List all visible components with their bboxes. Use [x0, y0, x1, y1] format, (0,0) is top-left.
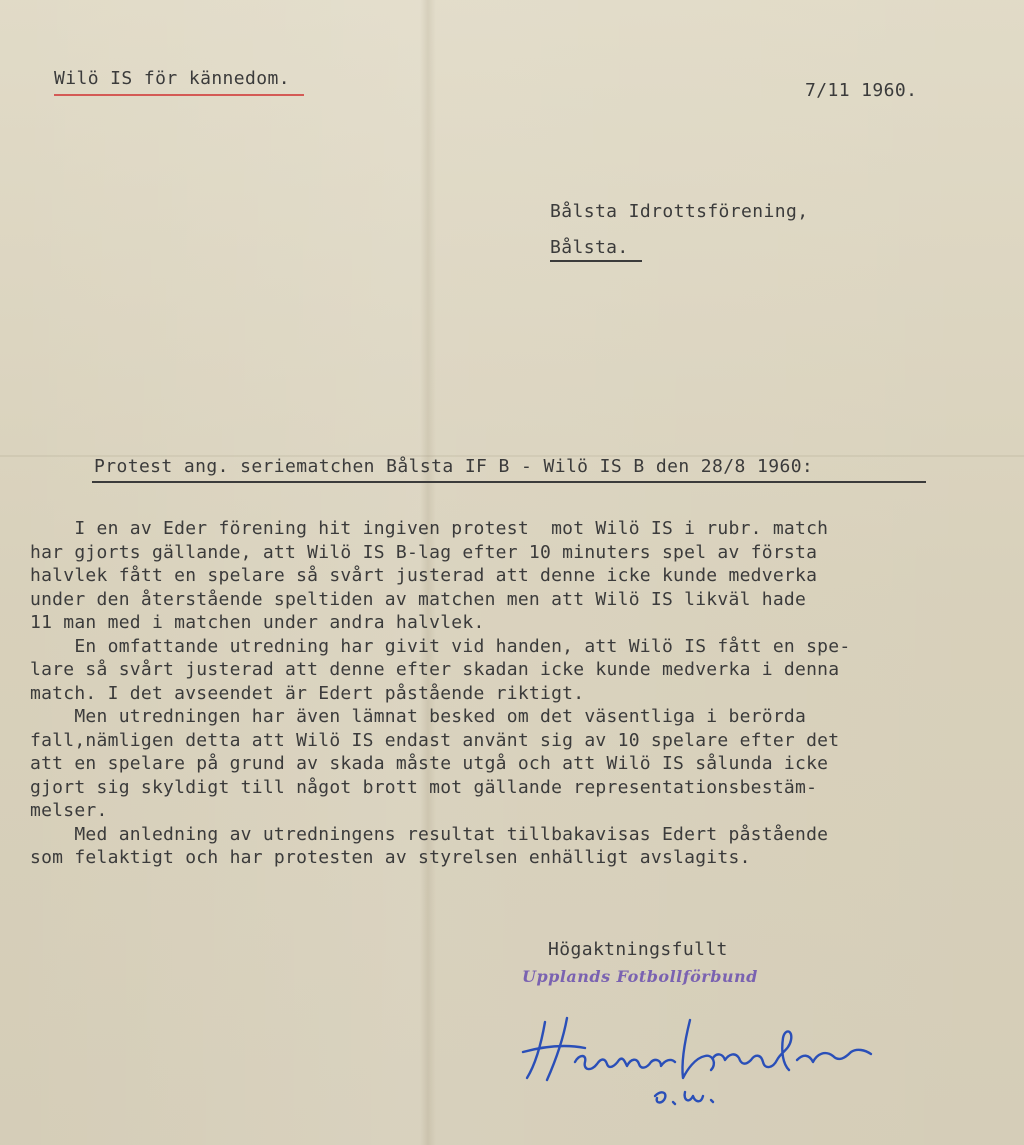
body-line: halvlek fått en spelare så svårt justerad att denne icke kunde medverka	[30, 565, 818, 586]
body-line: 11 man med i matchen under andra halvlek.	[30, 612, 485, 633]
body-line: I en av Eder förening hit ingiven protest mot Wilö IS i rubr. match	[30, 518, 829, 539]
body-line: som felaktigt och har protesten av styrelsen enhälligt avslagits.	[30, 847, 751, 868]
distribution-note: Wilö IS för kännedom.	[54, 68, 290, 89]
body-line: gjort sig skyldigt till något brott mot gällande representationsbestäm-	[30, 776, 818, 798]
closing-salutation: Högaktningsfullt	[548, 939, 728, 960]
letter-date: 7/11 1960.	[805, 80, 918, 101]
body-line: under den återstående speltiden av matchen men att Wilö IS likväl hade	[30, 588, 807, 610]
body-line: Men utredningen har även lämnat besked om det väsentliga i berörda	[30, 706, 807, 727]
body-line: att en spelare på grund av skada måste utgå och att Wilö IS sålunda icke	[30, 753, 829, 774]
body-line: lare så svårt justerad att denne efter skadan icke kunde medverka i denna	[30, 659, 840, 680]
handwritten-signature	[515, 1000, 895, 1130]
recipient-name: Bålsta Idrottsförening,	[550, 201, 809, 222]
body-line: har gjorts gällande, att Wilö IS B-lag efter 10 minuters spel av första	[30, 541, 818, 563]
body-line: fall,nämligen detta att Wilö IS endast använt sig av 10 spelare efter det	[30, 729, 840, 751]
letter-subject-underline	[92, 481, 926, 483]
recipient-place: Bålsta.	[550, 237, 629, 258]
recipient-place-underline	[550, 260, 642, 262]
body-line: En omfattande utredning har givit vid handen, att Wilö IS fått en spe-	[30, 635, 851, 657]
body-line: match. I det avseendet är Edert påstående riktigt.	[30, 682, 585, 704]
association-stamp: Upplands Fotbollförbund	[522, 967, 758, 986]
body-line: Med anledning av utredningens resultat tillbakavisas Edert påstående	[30, 823, 829, 845]
distribution-note-underline	[54, 94, 304, 96]
letter-body	[30, 517, 1000, 870]
letter-subject: Protest ang. seriematchen Bålsta IF B - Wilö IS B den 28/8 1960:	[94, 456, 814, 477]
body-line: melser.	[30, 800, 108, 821]
